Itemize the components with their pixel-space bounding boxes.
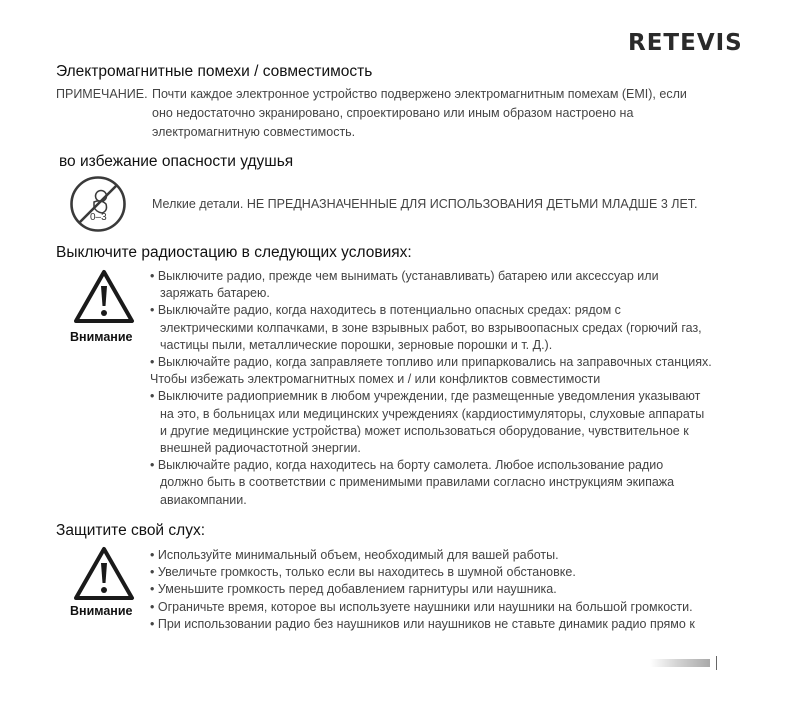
list-item: электрическими колпачками, в зоне взрывных работ, во взрывоопасных средах (горючий газ, [160,320,702,335]
section-title-emi: Электромагнитные помехи / совместимость [56,63,373,80]
list-item: • Выключите радиоприемник в любом учреждении, где размещенные уведомления указывают [150,389,701,404]
note-line: электромагнитную совместимость. [152,125,356,139]
section-title-hearing: Защитите свой слух: [56,522,205,539]
list-item: и другие медицинские устройства) может использоваться оборудование, чувствительное к [160,423,689,438]
list-item: • Выключите радио, прежде чем вынимать (устанавливать) батарею или аксессуар или [150,269,659,283]
note-line: Почти каждое электронное устройство подвержено электромагнитным помехам (EMI), если [152,87,687,101]
list-item: на это, в больницах или медицинских учреждениях (кардиостимуляторы, слуховые аппараты [160,406,705,421]
list-item: • Уменьшите громкость перед добавлением гарнитуры или наушника. [150,582,557,597]
section-title-choking: во избежание опасности удушья [59,153,294,170]
list-item: • При использовании радио без наушников или наушников не ставьте динамик радио прямо к [150,616,695,631]
page-footer-divider [716,656,717,670]
list-item: Чтобы избежать электромагнитных помех и / или конфликтов совместимости [150,372,601,387]
list-item: частицы пыли, металлические порошки, зерновые порошки и т. Д.). [160,337,553,352]
retevis-logo: RETEVIS [628,30,743,56]
list-item: • Увеличьте громкость, только если вы находитесь в шумной обстановке. [150,565,576,580]
list-item: • Выключайте радио, когда заправляете топливо или припарковались на заправочных станциях. [150,355,712,370]
list-item: • Ограничьте время, которое вы используете наушники или наушники на большой громкости. [150,599,693,614]
list-item: внешней радиочастотной энергии. [160,441,361,456]
warning-triangle-icon [72,545,136,603]
list-item: должно быть в соответствии с применимыми правилами согласно инструкциям экипажа [160,475,675,490]
choking-text: Мелкие детали. НЕ ПРЕДНАЗНАЧЕННЫЕ ДЛЯ ИСПОЛЬЗОВАНИЯ ДЕТЬМИ МЛАДШЕ 3 ЛЕТ. [152,197,698,211]
no-small-children-icon [68,174,128,234]
list-item: • Выключайте радио, когда находитесь в потенциально опасных средах: рядом с [150,303,621,318]
shutdown-list [150,268,712,509]
warning-triangle-icon [72,268,136,326]
age-label: 0–3 [90,212,107,223]
list-item: авиакомпании. [160,492,247,507]
list-item: заряжать батарею. [160,286,270,301]
warning-label: Внимание [70,604,133,618]
page-footer-bar [650,659,710,667]
note-line: оно недостаточно экранировано, спроектировано или иным образом настроено на [152,106,634,120]
section-title-shutdown: Выключите радиостацию в следующих условиях: [56,244,412,261]
note-label: ПРИМЕЧАНИЕ. [56,87,148,101]
emi-note [56,85,756,142]
list-item: • Выключайте радио, когда находитесь на борту самолета. Любое использование радио [150,458,664,473]
warning-label: Внимание [70,330,133,344]
list-item: • Используйте минимальный объем, необходимый для вашей работы. [150,548,559,562]
hearing-list [150,547,695,633]
